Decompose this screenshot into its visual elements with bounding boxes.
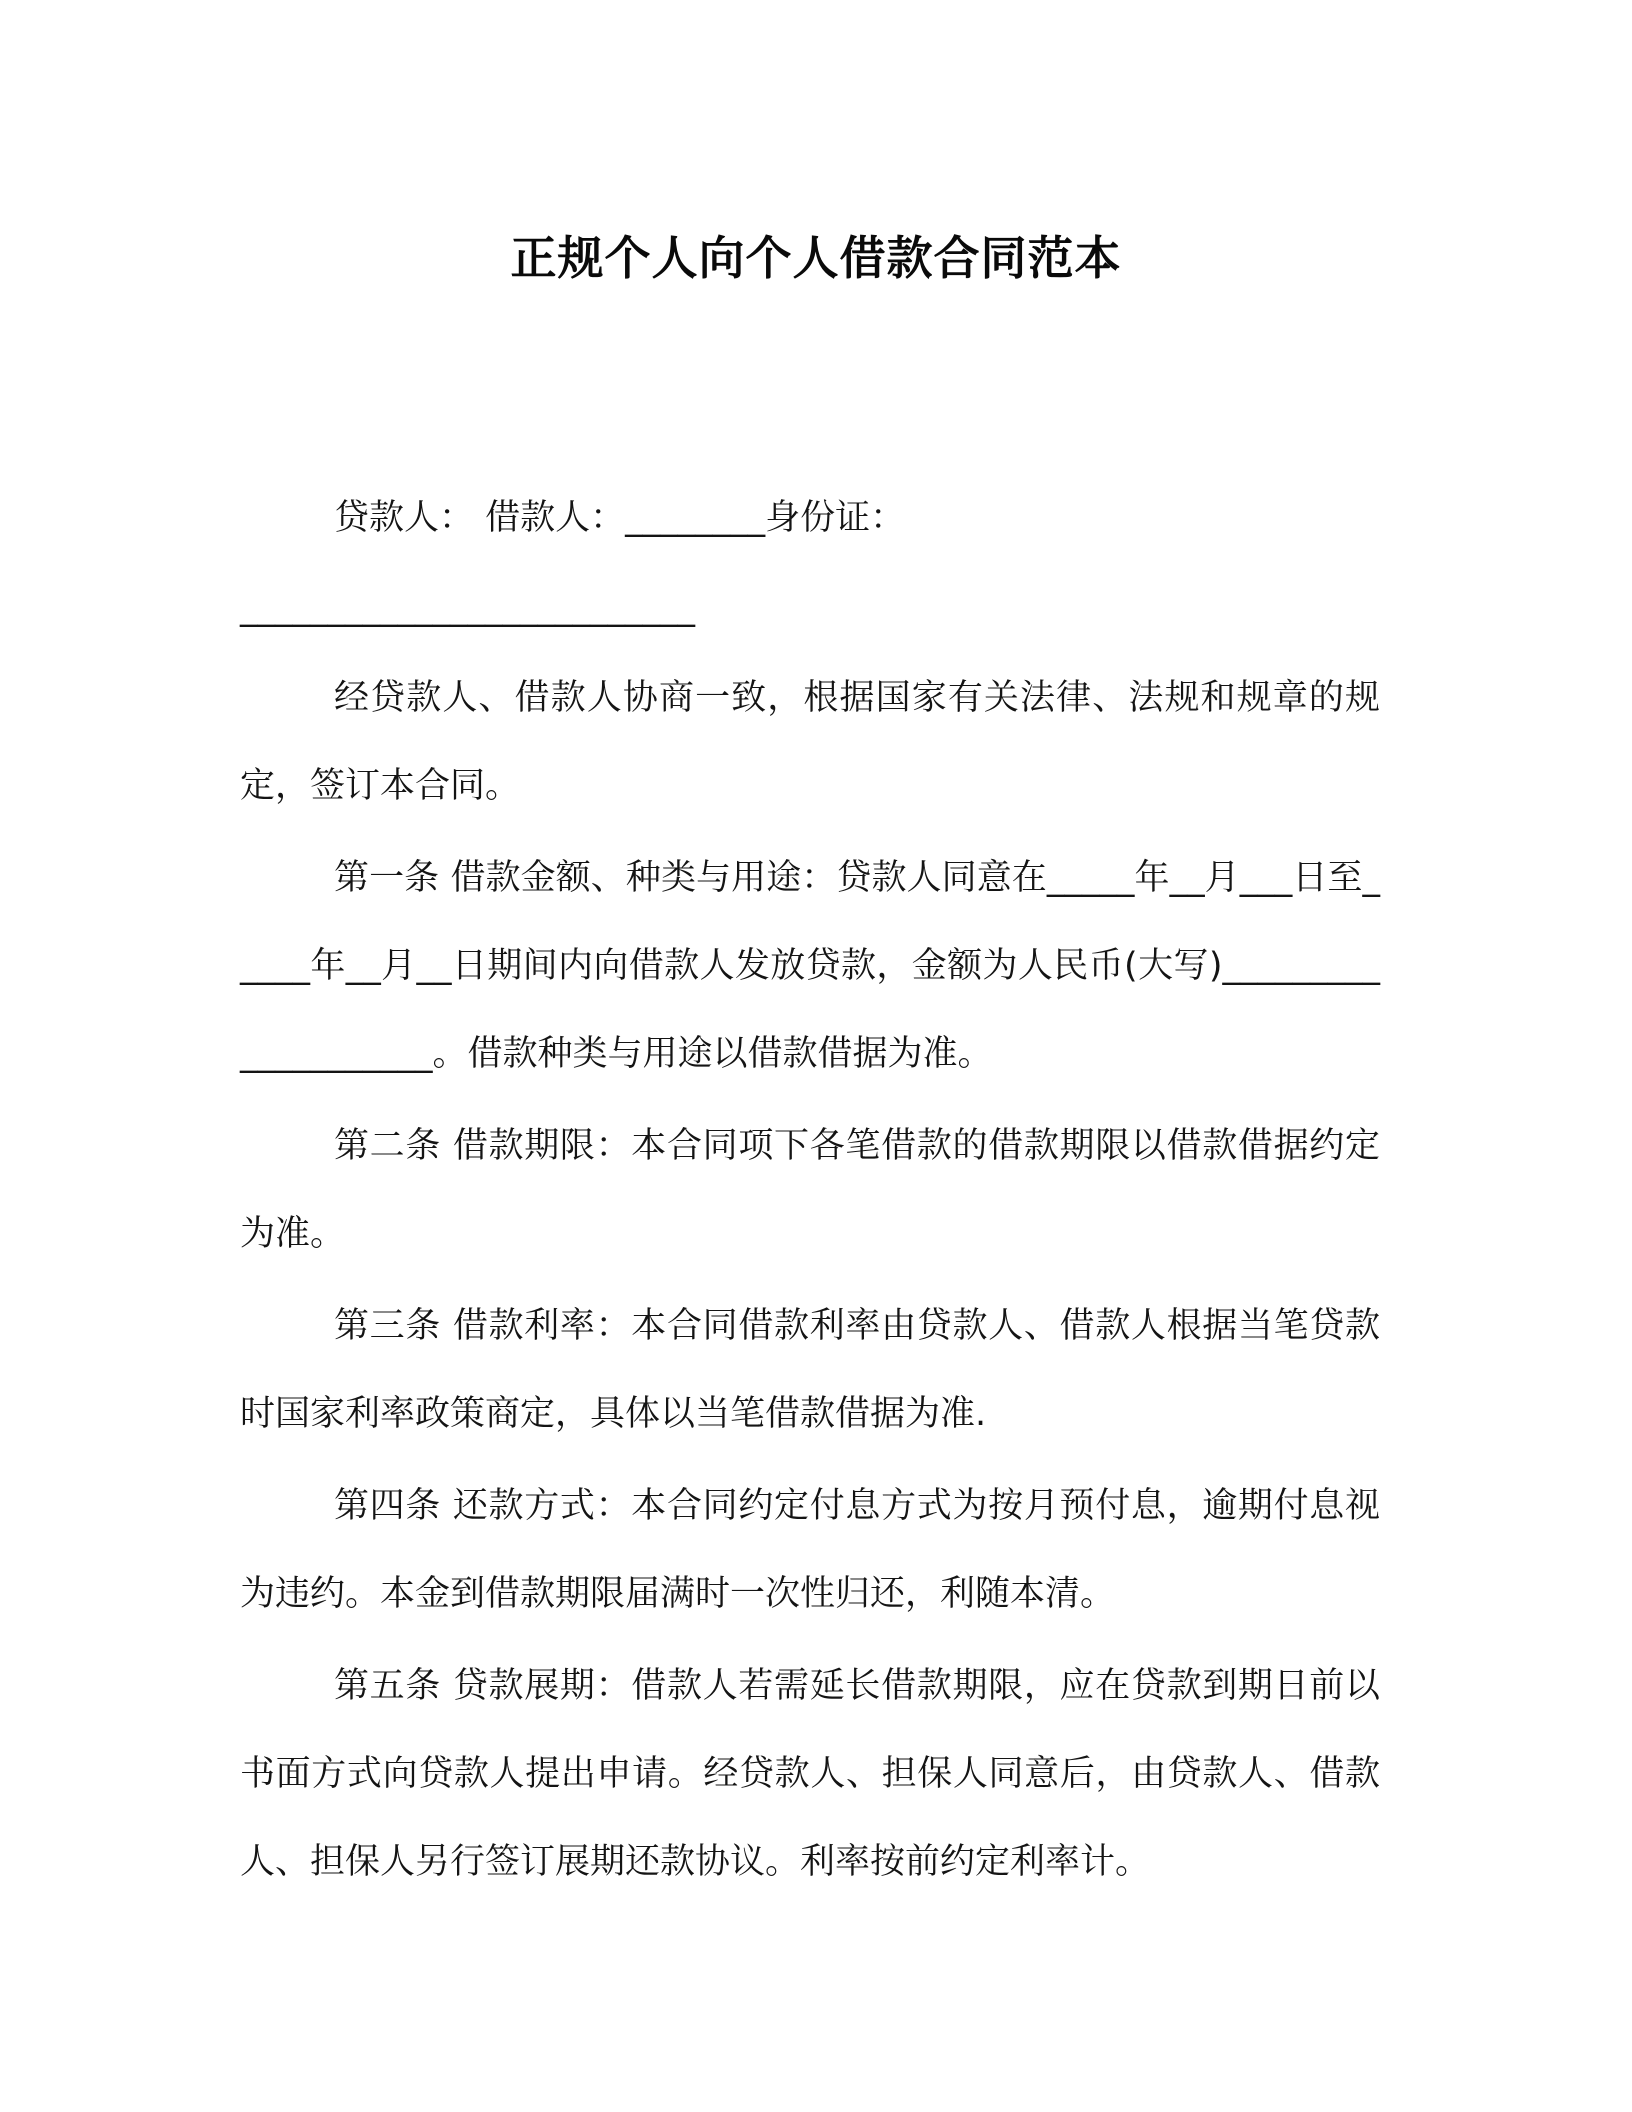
id-number-blank: __________________________ <box>240 588 695 628</box>
article-5: 第五条 贷款展期：借款人若需延长借款期限，应在贷款到期日前以书面方式向贷款人提出申请。经贷款人、担保人同意后，由贷款人、借款人、担保人另行签订展期还款协议。利率按前约定利率计。 <box>240 1666 1380 1882</box>
article-4: 第四条 还款方式：本合同约定付息方式为按月预付息，逾期付息视为违约。本金到借款期限届满时一次性归还，利随本清。 <box>240 1486 1380 1614</box>
document-body <box>240 474 1380 1906</box>
article-3: 第三条 借款利率：本合同借款利率由贷款人、借款人根据当笔贷款时国家利率政策商定，具体以当笔借款借据为准. <box>240 1306 1380 1434</box>
preamble-paragraph: 经贷款人、借款人协商一致，根据国家有关法律、法规和规章的规定，签订本合同。 <box>240 678 1380 806</box>
document-title: 正规个人向个人借款合同范本 <box>510 231 1122 285</box>
article-2: 第二条 借款期限：本合同项下各笔借款的借款期限以借款借据约定为准。 <box>240 1126 1380 1254</box>
article-1: 第一条 借款金额、种类与用途：贷款人同意在_____年__月___日至_____年__月__日期间内向借款人发放贷款，金额为人民币(大写)____________________。借款种类与用途以借款借据为准。 <box>240 858 1380 1074</box>
parties-line <box>240 474 1380 562</box>
parties-text: 贷款人： 借款人：________身份证： <box>334 498 906 538</box>
